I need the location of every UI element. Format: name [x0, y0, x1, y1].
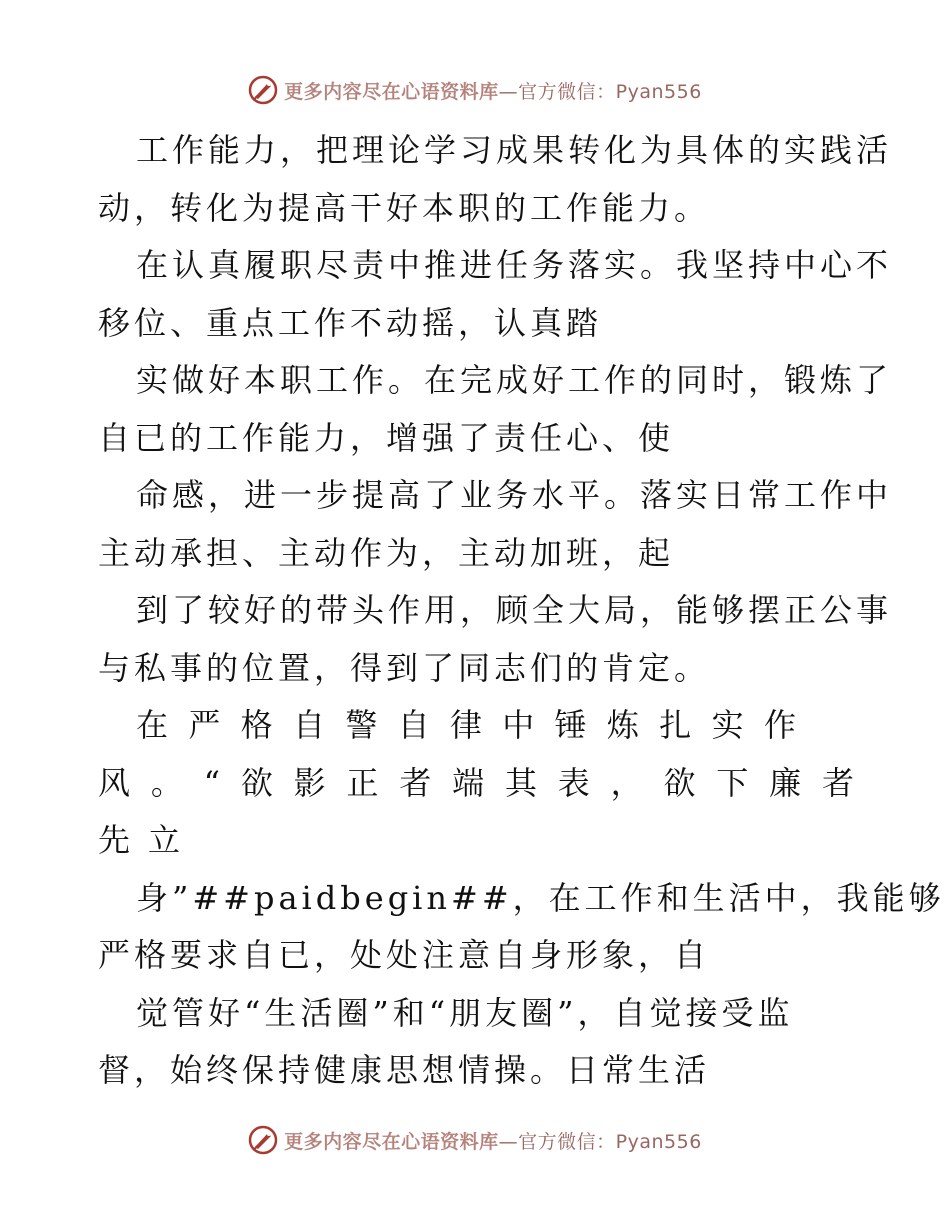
text-line: 自已的工作能力，增强了责任心、使: [98, 418, 675, 457]
spread-char: 扎: [659, 706, 692, 744]
spread-char: 正: [346, 763, 379, 802]
document-body: [98, 122, 945, 1100]
spread-char: 律: [449, 706, 482, 744]
spread-char: 锤: [554, 706, 587, 744]
text-line: 先立: [98, 821, 199, 859]
spread-char: 风: [98, 763, 131, 802]
spread-char: 自: [292, 706, 325, 744]
quill-pen-logo-icon: [248, 1125, 278, 1155]
text-line: 觉管好“生活圈”和“朋友圈”，自觉接受监: [136, 993, 794, 1032]
spread-char: ，: [610, 763, 643, 802]
spread-char: 作: [763, 706, 796, 744]
text-line: 与私事的位置，得到了同志们的肯定。: [98, 648, 711, 687]
text-line: 督，始终保持健康思想情操。日常生活: [98, 1051, 711, 1089]
text-line: 到了较好的带头作用，顾全大局，能够摆正公事: [136, 591, 893, 629]
spread-char: 欲: [240, 763, 273, 802]
text-line: 身”##paidbegin##，在工作和生活中，我能够: [136, 878, 945, 917]
spread-char: 在: [136, 706, 169, 744]
spread-char: 警: [345, 706, 378, 744]
spread-char: 欲: [663, 763, 696, 802]
spread-char: 下: [716, 763, 749, 802]
text-line: 移位、重点工作不动摇，认真踏: [98, 303, 603, 342]
spread-char: 格: [240, 706, 273, 744]
spread-char: 中: [502, 706, 535, 744]
spread-char: 自: [397, 706, 430, 744]
text-line-spread: [98, 697, 858, 755]
spread-char: 严: [188, 706, 221, 744]
footer-banner: [0, 1120, 950, 1160]
spread-char: 者: [821, 763, 854, 802]
spread-char: 实: [711, 706, 744, 744]
spread-char: 端: [452, 763, 485, 802]
spread-char: 者: [399, 763, 432, 802]
text-line: 动，转化为提高干好本职的工作能力。: [98, 188, 711, 227]
quill-pen-logo-icon: [248, 75, 278, 105]
spread-char: 影: [293, 763, 326, 802]
footer-banner-text: 更多内容尽在心语资料库—官方微信：Pyan556: [284, 1130, 702, 1153]
spread-char: 其: [504, 763, 537, 802]
header-banner: [0, 70, 950, 110]
text-line: 工作能力，把理论学习成果转化为具体的实践活: [136, 131, 893, 169]
text-line: 主动承担、主动作为，主动加班，起: [98, 533, 675, 572]
text-line: 在认真履职尽责中推进任务落实。我坚持中心不: [136, 246, 893, 284]
header-banner-text: 更多内容尽在心语资料库—官方微信：Pyan556: [284, 80, 702, 103]
spread-char: 表: [557, 763, 590, 802]
footer-wechat-id: —官方微信：Pyan556: [498, 1130, 702, 1153]
header-wechat-id: —官方微信：Pyan556: [498, 80, 702, 103]
text-line: 实做好本职工作。在完成好工作的同时，锻炼了: [136, 361, 893, 399]
spread-char: “: [203, 763, 221, 802]
text-line: 命感，进一步提高了业务水平。落实日常工作中: [136, 476, 893, 514]
spread-char: 炼: [606, 706, 639, 744]
text-line: 严格要求自已，处处注意自身形象，自: [98, 936, 711, 974]
text-line-spread: [98, 755, 858, 813]
spread-char: 。: [150, 763, 183, 802]
spread-char: 廉: [769, 763, 802, 802]
